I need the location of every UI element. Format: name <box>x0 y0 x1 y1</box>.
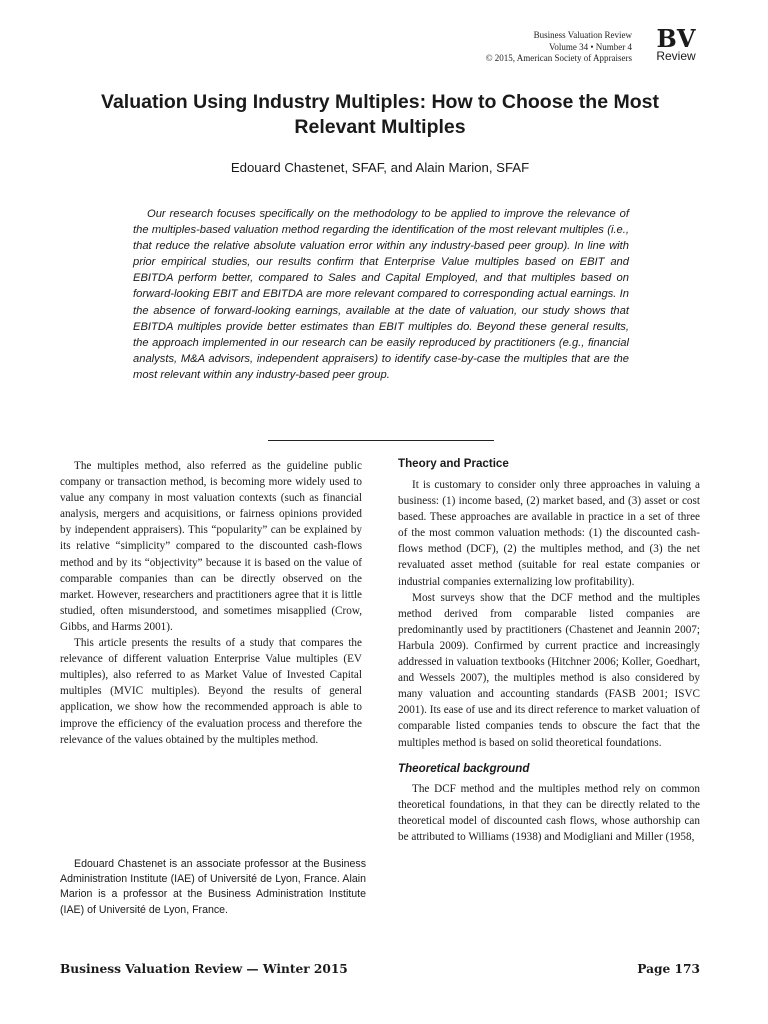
footer-journal-issue: Business Valuation Review — Winter 2015 <box>60 962 348 976</box>
left-column <box>60 458 362 748</box>
body-paragraph: This article presents the results of a study that compares the relevance of different valuation Enterprise Value multiples (EV multiples), also referred to as Market Value of Invested Capital multiples (MVIC multiples). Beyond the results of general application, we show how the recommended approach is able to improve the efficiency of the evaluation process and therefore the relevance of the values obtained by the multiples method. <box>60 637 362 746</box>
body-paragraph: The multiples method, also referred as the guideline public company or transaction method, is becoming more widely used to value any company in most valuation contexts (such as financial analysis, mergers and acquisitions, or fairness opinions provided by independent appraisers). This “popularity” can be explained by its relative “simplicity” compared to the discounted cash-flows method and by its “objectivity” because it is based on the value of comparable companies than can be directly observed on the market. However, researchers and practitioners agree that it is little studied, often misunderstood, and sometimes misapplied (Crow, Gibbs, and Harms 2001). <box>60 460 362 633</box>
article-abstract: Our research focuses specifically on the methodology to be applied to improve the relevance of the multiples-based valuation method regarding the identification of the most relevant multiples (i.e., that reduce the relative absolute valuation error within any industry-based peer group). In line with prior empirical studies, our results confirm that Enterprise Value multiples based on EBIT and EBITDA perform better, compared to Sales and Capital Employed, and that multiples based on forward-looking EBIT and EBITDA are more relevant compared to corresponding actual earnings. In the absence of forward-looking earnings, available at the date of valuation, our study shows that EBITDA multiples provide better estimates than EBIT multiples do. Beyond these general results, the approach implemented in our research can be easily reproduced by practitioners (e.g., financial analysts, M&A advisors, independent appraisers) to identify case-by-case the multiples that are the most relevant within any industry-based peer group. <box>133 208 629 381</box>
journal-meta <box>486 30 632 65</box>
body-paragraph: The DCF method and the multiples method rely on common theoretical foundations, in that they can be directly related to the theoretical model of discounted cash flows, whose authorship can be attributed to Williams (1938) and Modigliani and Miller (1958, <box>398 782 700 843</box>
journal-volume: Volume 34 • Number 4 <box>549 41 632 52</box>
journal-name: Business Valuation Review <box>533 30 632 40</box>
right-column <box>398 456 700 845</box>
body-paragraph: Most surveys show that the DCF method and the multiples method derived from comparable listed companies are predominantly used by practitioners (Chastenet and Jeannin 2007; Harbula 2009). Confirmed by current practice and increasingly addressed in valuation textbooks (Hitchner 2006; Koller, Goedhart, and Wessels 2007), the multiples method is also considered by many valuation and accounting standards (FASB 2001; ISVC 2001). Its ease of use and its direct reference to market valuation of comparable listed companies tends to obscure the fact that the multiples method is based on solid theoretical foundations. <box>398 591 700 749</box>
logo-main-text: BV <box>656 24 696 53</box>
logo-sub-text: Review <box>656 49 696 63</box>
abstract-divider <box>268 440 494 441</box>
article-authors: Edouard Chastenet, SFAF, and Alain Marion, SFAF <box>230 160 530 175</box>
body-paragraph: It is customary to consider only three approaches in valuing a business: (1) income based, (2) market based, and (3) asset or cost based. These approaches are available in practice in a set of three of the most common valuation methods: (1) the discounted cash-flows method (DCF), (2) the multiples method, and (3) the net revaluated asset method (suitable for real estate companies or industrial companies externalizing low profitability). <box>398 479 700 588</box>
footnote-divider <box>60 846 362 847</box>
journal-copyright: © 2015, American Society of Appraisers <box>485 53 632 63</box>
author-footnote: Edouard Chastenet is an associate professor at the Business Administration Institute (IAE) of Université de Lyon, France. Alain Marion is a professor at the Business Administration Institute (IAE) of Université de Lyon, France. <box>60 858 366 916</box>
bv-review-logo <box>646 24 706 63</box>
subsection-heading: Theoretical background <box>398 761 530 775</box>
footer-page-number: Page 173 <box>637 962 700 976</box>
article-title: Valuation Using Industry Multiples: How to Choose the Most Relevant Multiples <box>101 91 659 138</box>
section-heading: Theory and Practice <box>398 457 509 470</box>
